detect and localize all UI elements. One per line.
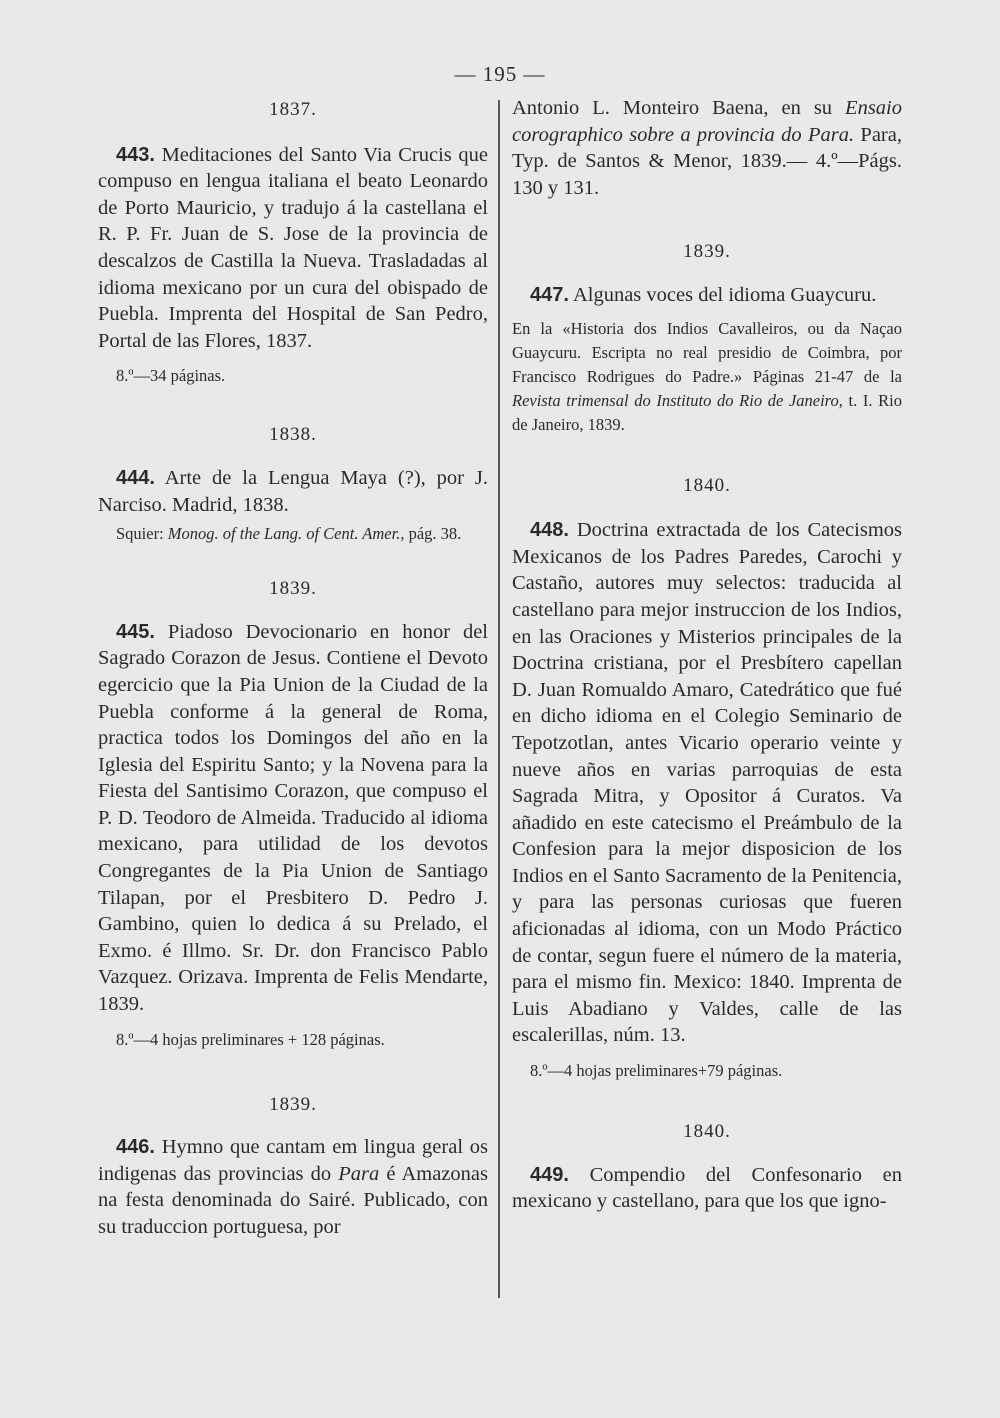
note-citation: Revista trimensal do Instituto do Rio de Janeiro, <box>512 390 843 410</box>
entry-number: 443. <box>116 143 155 166</box>
entry-445 <box>98 619 488 1018</box>
entry-note <box>98 522 488 546</box>
entry-text: Para, Typ. de Santos & Menor, 1839.— 4.º—Págs. 130 y 131. <box>512 123 902 199</box>
note-text: En la «Historia dos Indios Cavalleiros, ou da Naçao Guaycuru. Escripta no real presidio de Coimbra, por Francisco Rodrigues do Padre.» Páginas 21-47 de la <box>512 318 902 386</box>
year-heading: 1838. <box>269 424 317 446</box>
year-heading: 1839. <box>269 578 317 600</box>
entry-note <box>512 317 902 437</box>
entry-number: 445. <box>116 620 155 643</box>
entry-444 <box>98 465 488 518</box>
entry-446-continued <box>512 95 902 201</box>
year-heading: 1839. <box>269 1093 317 1115</box>
entry-text-italic: Para <box>338 1162 380 1185</box>
entry-text: Hymno que cantam em lingua geral os indigenas das provincias do <box>98 1136 488 1185</box>
entry-446 <box>98 1134 488 1240</box>
entry-text-italic: Ensaio corographico sobre a provincia do Para. <box>512 97 902 146</box>
entry-text: Doctrina extractada de los Catecismos Mexicanos de los Padres Paredes, Carochi y Castaño, autores muy selectos: traducida al castellano para mejor instruccion de los Indios, en las Oraciones y Misterios principales de la Doctrina cristiana, por el Presbítero capellan D. Juan Romualdo Amaro, Catedrático que fué en dicho idioma en el Colegio Seminario de Tepotzotlan, antes Vicario operario veinte y nueve años en varias parroquias de esta Sagrada Mitra, y Opositor á Curatos. Va añadido en este catecismo el Preámbulo de la Confesion para la mejor disposicion de los Indios en el Santo Sacramento de la Penitencia, y para las personas curiosas que fueren aficionadas al idioma, con un Modo Práctico de contar, segun fuere el número de la materia, para el mismo fin. Mexico: 1840. Imprenta de Luis Abadiano y Valdes, calle de las escalerillas, núm. 13. <box>512 519 903 1047</box>
entry-448 <box>512 517 902 1049</box>
entry-text: Compendio del Confesonario en mexicano y castellano, para que los que igno- <box>512 1163 902 1213</box>
entry-number: 448. <box>530 519 569 542</box>
left-column <box>98 95 488 1241</box>
entry-text: Algunas voces del idioma Guaycuru. <box>572 283 877 306</box>
entry-number: 449. <box>530 1163 569 1186</box>
entry-443 <box>98 142 488 355</box>
entry-number: 446. <box>116 1136 155 1159</box>
entry-note: 8.º—4 hojas preliminares+79 páginas. <box>530 1061 783 1081</box>
entry-447 <box>512 282 902 309</box>
entry-note: 8.º—4 hojas preliminares + 128 páginas. <box>116 1029 385 1049</box>
note-text: Squier: <box>116 524 168 544</box>
note-text: t. I. Rio de Janeiro, 1839. <box>512 390 902 434</box>
right-column <box>512 95 902 1215</box>
entry-number: 447. <box>530 283 569 306</box>
entry-text: Piadoso Devocionario en honor del Sagrado Corazon de Jesus. Contiene el Devoto egercicio que la Pia Union de la Ciudad de la Puebla conforme á la general de Roma, practica todos los Domingos del año en la Iglesia del Espiritu Santo; y la Novena para la Fiesta del Santisimo Corazon, que compuso el P. D. Teodoro de Almeida. Traducido al idioma mexicano, para utilidad de los devotos Congregantes de la Pia Union de Santiago Tilapan, por el Presbitero D. Pedro J. Gambino, quien lo dedica á su Prelado, el Exmo. é Illmo. Sr. Dr. don Francisco Pablo Vazquez. Orizava. Imprenta de Felis Mendarte, 1839. <box>98 620 488 1016</box>
entry-number: 444. <box>116 466 155 489</box>
column-divider <box>498 100 500 1298</box>
year-heading: 1839. <box>683 241 731 263</box>
year-heading: 1840. <box>683 474 731 496</box>
entry-text: Antonio L. Monteiro Baena, en su <box>512 97 846 119</box>
entry-text: Arte de la Lengua Maya (?), por J. Narciso. Madrid, 1838. <box>98 466 488 516</box>
entry-note: 8.º—34 páginas. <box>116 366 226 386</box>
year-heading: 1837. <box>269 99 317 120</box>
entry-449 <box>512 1162 902 1215</box>
note-text: , pág. 38. <box>400 524 462 544</box>
year-heading: 1840. <box>683 1121 731 1143</box>
entry-text: é Amazonas na festa denominada do Sairé. Publicado, con su traduccion portuguesa, por <box>98 1162 488 1238</box>
page-number: — 195 — <box>454 62 546 86</box>
note-citation: Monog. of the Lang. of Cent. Amer. <box>167 524 401 544</box>
entry-text: Meditaciones del Santo Via Crucis que compuso en lengua italiana el beato Leonardo de Porto Mauricio, y tradujo á la castellana el R. P. Fr. Juan de S. Jose de la provincia de descalzos de Castilla la Nueva. Trasladadas al idioma mexicano por un cura del obispado de Puebla. Imprenta del Hospital de San Pedro, Portal de las Flores, 1837. <box>98 143 489 352</box>
